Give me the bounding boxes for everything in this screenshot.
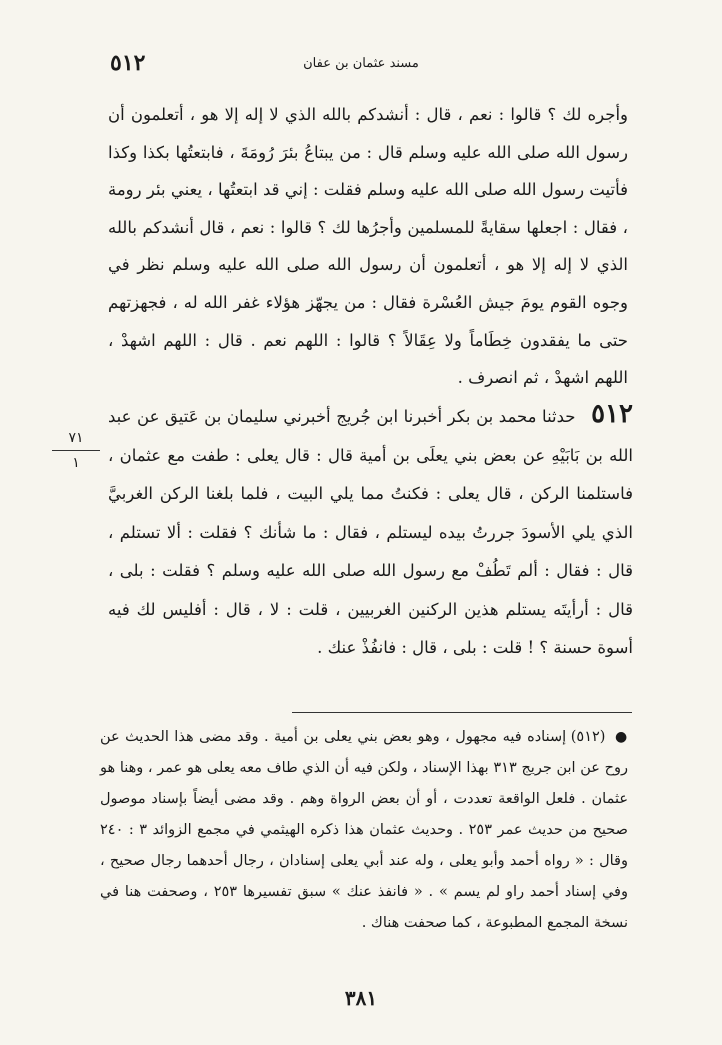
hadith-512	[108, 395, 633, 668]
page-number-top: ٥١٢	[110, 50, 146, 76]
hadith-text: حدثنا محمد بن بكر أخبرنا ابن جُريج أخبرني سليمان بن عَتيق عن عبد الله بن بَابَيْهِ عن بعض بني يعلَى بن أمية قال : قال يعلى : طفت مع عثمان ، فاستلمنا الركن ، قال يعلى : فكنتُ مما يلي البيت ، فلما بلغنا الركن الغربيَّ الذي يلي الأسودَ جررتُ بيده ليستلم ، فقال : ما شأنك ؟ فقلت : ألا تستلم ، قال : فقال : ألم تَطُفْ مع رسول الله صلى الله عليه وسلم ؟ فقلت : بلى ، قال : أرأيتَه يستلم هذين الركنين الغربيين ، قلت : لا ، قال : أفليس لك فيه أسوة حسنة ؟ ! قلت : بلى ، قال : فانفُذْ عنك .	[108, 407, 633, 657]
previous-hadith-text: وأجره لك ؟ قالوا : نعم ، قال : أنشدكم بالله الذي لا إله إلا هو ، أتعلمون أن رسول الله صلى الله عليه وسلم قال : من يبتاعُ بئرَ رُومَةَ ، فابتعتُها بكذا وكذا فأتيت رسول الله صلى الله عليه وسلم فقلت : إني قد ابتعتُها ، يعني بئر رومة ، فقال : اجعلها سقايةً للمسلمين وأجرُها لك ؟ قالوا : نعم ، قال أنشدكم بالله الذي لا إله إلا هو ، أتعلمون أن رسول الله صلى الله عليه وسلم نظر في وجوه القوم يومَ جيش العُسْرة فقال : من يجهّز هؤلاء غفر الله له ، فجهزتهم حتى ما يفقدون خِطَاماً ولا عِقَالاً ؟ قالوا : اللهم نعم . قال : اللهم اشهدْ ، اللهم اشهدْ ، ثم انصرف .	[108, 105, 628, 388]
footnote-bullet: ●	[614, 729, 629, 745]
running-title: مسند عثمان بن عفان	[303, 56, 419, 71]
margin-reference-bottom: ١	[72, 455, 80, 471]
footnote	[100, 722, 628, 939]
margin-reference	[52, 428, 100, 473]
margin-reference-top: ٧١	[68, 430, 84, 446]
page-header	[110, 44, 612, 84]
footnote-text: (٥١٢) إسناده فيه مجهول ، وهو بعض بني يعلى بن أمية . وقد مضى هذا الحديث عن روح عن ابن جريج ٣١٣ بهذا الإسناد ، ولكن فيه أن الذي طاف معه يعلى هو عمر ، وهنا هو عثمان . فلعل الواقعة تعددت ، أو أن بعض الرواة وهم . وقد مضى أيضاً بإسناد موصول صحيح من حديث عمر ٢٥٣ . وحديث عثمان هذا ذكره الهيثمي في مجمع الزوائد ٣ : ٢٤٠ وقال : « رواه أحمد وأبو يعلى ، وله عند أبي يعلى إسنادان ، رجال أحدهما رجال صحيح ، وفي إسناد أحمد راو لم يسم » . « فانفذ عنك » سبق تفسيرها ٢٥٣ ، وصحفت هنا في نسخة المجمع المطبوعة ، كما صحفت هناك .	[100, 729, 628, 931]
footnote-separator	[292, 712, 632, 713]
margin-reference-divider	[52, 450, 100, 451]
hadith-number: ٥١٢	[591, 399, 633, 429]
page-number-bottom: ٣٨١	[344, 986, 378, 1010]
